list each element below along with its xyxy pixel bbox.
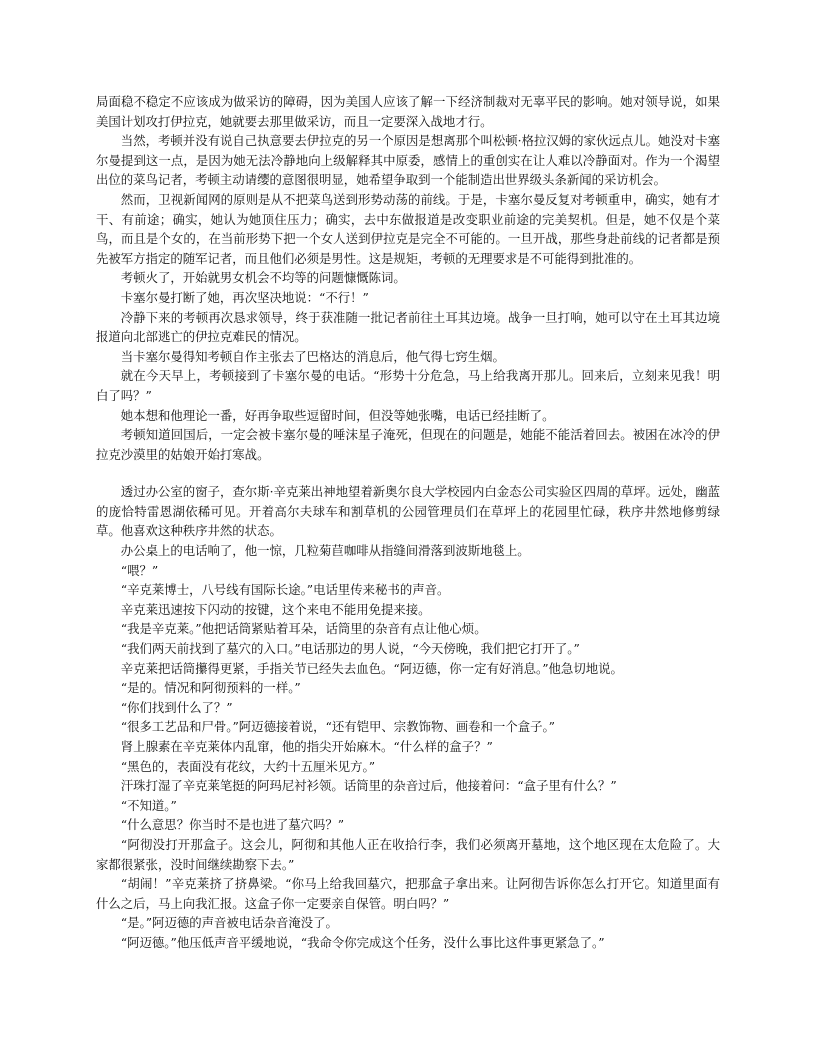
- paragraph: “黑色的，表面没有花纹，大约十五厘米见方。”: [120, 758, 376, 774]
- paragraph: “是的。情况和阿彻预料的一样。”: [120, 680, 301, 696]
- paragraph: “辛克莱博士，八号线有国际长途。”电话里传来秘书的声音。: [120, 582, 450, 598]
- paragraph: “喂？”: [120, 562, 159, 578]
- paragraph: 冷静下来的考顿再次恳求领导，终于获准随一批记者前往土耳其边境。战争一旦打响，她可以守在土耳其边境报道向北部逃亡的伊拉克难民的情况。: [96, 309, 720, 345]
- paragraph: 卡塞尔曼打断了她，再次坚决地说：“不行！”: [120, 289, 369, 305]
- paragraph: 汗珠打湿了辛克莱笔挺的阿玛尼衬衫领。话筒里的杂音过后，他接着问：“盒子里有什么？”: [120, 778, 617, 794]
- paragraph: “阿迈德。”他压低声音平缓地说，“我命令你完成这个任务，没什么事比这件事更紧急了。”: [120, 934, 605, 950]
- paragraph: “你们找到什么了？”: [120, 699, 233, 715]
- paragraph: 考顿火了，开始就男女机会不均等的问题慷慨陈词。: [120, 270, 406, 286]
- paragraph: 透过办公室的窗子，查尔斯·辛克莱出神地望着新奥尔良大学校园内白金态公司实验区四周的草坪。远处，幽蓝的庞恰特雷恩湖依稀可见。开着高尔夫球车和割草机的公园管理员们在草坪上的花园里忙碌，秩序井然地修剪绿草。他喜欢这种秩序井然的状态。: [96, 484, 720, 539]
- paragraph: 局面稳不稳定不应该成为做采访的障碍，因为美国人应该了解一下经济制裁对无辜平民的影响。她对领导说，如果美国计划攻打伊拉克，她就要去那里做采访，而且一定要深入战地才行。: [96, 94, 720, 129]
- section-break: [96, 464, 720, 482]
- paragraph: 辛克莱迅速按下闪动的按键，这个来电不能用免提来接。: [120, 601, 431, 617]
- paragraph: “是。”阿迈德的声音被电话杂音淹没了。: [120, 915, 338, 931]
- paragraph: “很多工艺品和尸骨。”阿迈德接着说，“还有铠甲、宗教饰物、画卷和一个盒子。”: [120, 719, 556, 735]
- section-one: [96, 92, 720, 464]
- paragraph: “我是辛克莱。”他把话筒紧贴着耳朵，话筒里的杂音有点让他心烦。: [120, 621, 487, 637]
- paragraph: 她本想和他理论一番，好再争取些逗留时间，但没等她张嘴，电话已经挂断了。: [120, 407, 555, 423]
- paragraph: 就在今天早上，考顿接到了卡塞尔曼的电话。“形势十分危急，马上给我离开那儿。回来后，立刻来见我！明白了吗？”: [96, 368, 720, 403]
- paragraph: 办公桌上的电话响了，他一惊，几粒菊苣咖啡从指缝间滑落到波斯地毯上。: [120, 543, 530, 559]
- paragraph: “阿彻没打开那盒子。这会儿，阿彻和其他人正在收拾行李，我们必须离开墓地，这个地区现在太危险了。大家都很紧张，没时间继续勘察下去。”: [96, 836, 720, 872]
- paragraph: 辛克莱把话筒攥得更紧，手指关节已经失去血色。“阿迈德，你一定有好消息。”他急切地说。: [120, 660, 623, 676]
- paragraph: “胡闹！”辛克莱挤了挤鼻梁。“你马上给我回墓穴，把那盒子拿出来。让阿彻告诉你怎么打开它。知道里面有什么之后，马上向我汇报。这盒子你一定要亲自保管。明白吗？”: [96, 876, 720, 911]
- paragraph: “不知道。”: [120, 797, 177, 813]
- paragraph: 当然，考顿并没有说自己执意要去伊拉克的另一个原因是想离那个叫松顿·格拉汉姆的家伙远点儿。她没对卡塞尔曼提到这一点，是因为她无法冷静地向上级解释其中原委，感情上的重创实在让人难以冷静面对。作为一个渴望出位的菜鸟记者，考顿主动请缨的意图很明显，她希望争取到一个能制造出世界级头条新闻的采访机会。: [96, 133, 720, 188]
- paragraph: 然而，卫视新闻网的原则是从不把菜鸟送到形势动荡的前线。于是，卡塞尔曼反复对考顿重申，确实，她有才干、有前途；确实，她认为她顶住压力；确实，去中东做报道是改变职业前途的完美契机。但是，她不仅是个菜鸟，而且是个女的，在当前形势下把一个女人送到伊拉克是完全不可能的。一旦开战，那些身赴前线的记者都是预先被军方指定的随军记者，而且他们必须是男性。这是规矩，考顿的无理要求是不可能得到批准的。: [96, 191, 720, 266]
- paragraph: “我们两天前找到了墓穴的入口。”电话那边的男人说，“今天傍晚，我们把它打开了。”: [120, 641, 580, 657]
- paragraph: 考顿知道回国后，一定会被卡塞尔曼的唾沫星子淹死，但现在的问题是，她能不能活着回去。被困在冰冷的伊拉克沙漠里的姑娘开始打寒战。: [96, 427, 720, 462]
- paragraph: “什么意思？你当时不是也进了墓穴吗？”: [120, 817, 345, 833]
- paragraph: 肾上腺素在辛克莱体内乱窜，他的指尖开始麻木。“什么样的盒子？”: [120, 739, 493, 754]
- document-page: [96, 92, 720, 953]
- section-two: [96, 482, 720, 952]
- paragraph: 当卡塞尔曼得知考顿自作主张去了巴格达的消息后，他气得七窍生烟。: [120, 348, 505, 364]
